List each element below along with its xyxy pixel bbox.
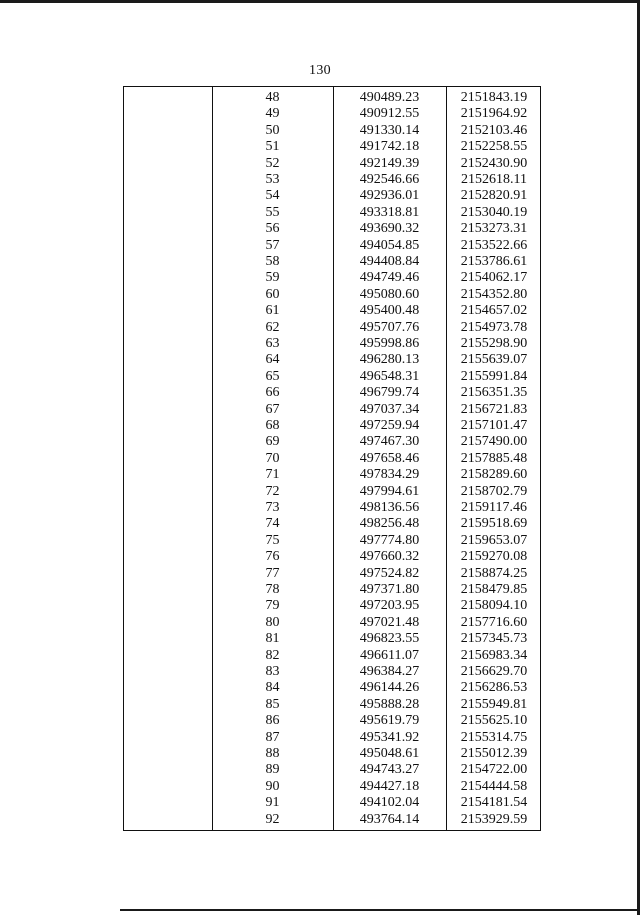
table-row xyxy=(124,188,540,204)
x-coordinate: 494749.46 xyxy=(359,270,420,286)
y-coordinate: 2156286.53 xyxy=(460,680,528,696)
point-number: 56 xyxy=(265,221,280,237)
y-coordinate: 2153929.59 xyxy=(460,811,528,827)
point-number: 77 xyxy=(265,565,280,581)
y-coordinate: 2155949.81 xyxy=(460,696,528,712)
table-row xyxy=(124,795,540,811)
table-row xyxy=(124,516,540,532)
y-coordinate: 2157885.48 xyxy=(460,450,528,466)
x-coordinate: 496799.74 xyxy=(359,385,420,401)
y-coordinate: 2159117.46 xyxy=(461,500,527,515)
x-coordinate: 498136.56 xyxy=(359,500,420,515)
x-coordinate: 491330.14 xyxy=(359,122,420,138)
y-coordinate: 2159653.07 xyxy=(460,532,528,548)
table-row xyxy=(124,451,540,467)
y-coordinate: 2154973.78 xyxy=(460,319,528,335)
table-row xyxy=(124,385,540,401)
x-coordinate: 492936.01 xyxy=(359,188,420,204)
x-coordinate: 495619.79 xyxy=(359,713,420,729)
point-number: 71 xyxy=(265,467,280,483)
table-row xyxy=(124,221,540,237)
table-row xyxy=(124,762,540,778)
y-coordinate: 2155298.90 xyxy=(460,336,528,351)
point-number: 61 xyxy=(265,303,280,319)
point-number: 63 xyxy=(265,336,280,351)
point-number: 49 xyxy=(265,106,280,122)
page-edge-top xyxy=(0,0,640,3)
x-coordinate: 497774.80 xyxy=(359,532,420,548)
point-number: 73 xyxy=(265,500,280,515)
y-coordinate: 2159518.69 xyxy=(460,516,528,532)
table-row xyxy=(124,615,540,631)
table-row xyxy=(124,172,540,188)
y-coordinate: 2158479.85 xyxy=(460,582,528,597)
coordinate-table xyxy=(123,86,541,831)
point-number: 57 xyxy=(265,237,280,253)
point-number: 91 xyxy=(265,795,280,811)
y-coordinate: 2158289.60 xyxy=(460,467,528,483)
point-number: 66 xyxy=(265,385,280,401)
table-row xyxy=(124,320,540,336)
y-coordinate: 2158094.10 xyxy=(460,598,528,614)
x-coordinate: 495080.60 xyxy=(359,286,420,302)
y-coordinate: 2156351.35 xyxy=(460,385,528,401)
point-number: 74 xyxy=(265,516,280,532)
point-number: 82 xyxy=(265,647,280,663)
y-coordinate: 2153786.61 xyxy=(460,254,528,269)
x-coordinate: 495341.92 xyxy=(359,729,420,745)
x-coordinate: 493690.32 xyxy=(359,221,420,237)
y-coordinate: 2153273.31 xyxy=(460,221,528,237)
point-number: 69 xyxy=(265,434,280,450)
page-edge-bottom xyxy=(120,909,640,911)
table-row xyxy=(124,434,540,450)
point-number: 59 xyxy=(265,270,280,286)
y-coordinate: 2157101.47 xyxy=(460,418,528,433)
point-number: 81 xyxy=(265,631,280,647)
table-row xyxy=(124,533,540,549)
x-coordinate: 496823.55 xyxy=(359,631,420,647)
x-coordinate: 497658.46 xyxy=(359,450,420,466)
point-number: 86 xyxy=(265,713,280,729)
table-row xyxy=(124,598,540,614)
table-row xyxy=(124,123,540,139)
y-coordinate: 2155991.84 xyxy=(460,368,528,384)
table-row xyxy=(124,352,540,368)
point-number: 90 xyxy=(265,778,280,794)
page-number: 130 xyxy=(309,63,331,78)
x-coordinate: 495998.86 xyxy=(359,336,420,351)
table-row xyxy=(124,106,540,122)
table-row xyxy=(124,90,540,106)
x-coordinate: 496144.26 xyxy=(359,680,420,696)
point-number: 92 xyxy=(265,811,280,827)
y-coordinate: 2153040.19 xyxy=(460,204,528,220)
point-number: 83 xyxy=(265,664,280,679)
point-number: 52 xyxy=(265,155,280,171)
point-number: 48 xyxy=(265,90,280,105)
table-row xyxy=(124,697,540,713)
x-coordinate: 496548.31 xyxy=(359,368,420,384)
x-coordinate: 494408.84 xyxy=(359,254,420,269)
table-row xyxy=(124,779,540,795)
point-number: 75 xyxy=(265,532,280,548)
y-coordinate: 2153522.66 xyxy=(460,237,528,253)
x-coordinate: 497660.32 xyxy=(359,549,420,565)
x-coordinate: 497259.94 xyxy=(359,418,420,433)
table-row xyxy=(124,812,540,828)
x-coordinate: 497037.34 xyxy=(359,401,420,417)
table-row xyxy=(124,402,540,418)
y-coordinate: 2152618.11 xyxy=(461,172,527,187)
point-number: 53 xyxy=(265,172,280,187)
y-coordinate: 2159270.08 xyxy=(460,549,528,565)
x-coordinate: 494102.04 xyxy=(359,795,420,811)
x-coordinate: 495400.48 xyxy=(359,303,420,319)
x-coordinate: 491742.18 xyxy=(359,139,420,155)
x-coordinate: 497467.30 xyxy=(359,434,420,450)
point-number: 85 xyxy=(265,696,280,712)
table-row xyxy=(124,270,540,286)
x-coordinate: 492546.66 xyxy=(359,172,420,187)
x-coordinate: 496280.13 xyxy=(359,352,420,368)
x-coordinate: 495048.61 xyxy=(359,746,420,761)
point-number: 55 xyxy=(265,204,280,220)
table-row xyxy=(124,139,540,155)
point-number: 88 xyxy=(265,746,280,761)
table-row xyxy=(124,418,540,434)
y-coordinate: 2157716.60 xyxy=(460,614,528,630)
x-coordinate: 493764.14 xyxy=(359,811,420,827)
table-row xyxy=(124,238,540,254)
y-coordinate: 2158874.25 xyxy=(460,565,528,581)
y-coordinate: 2152103.46 xyxy=(460,122,528,138)
y-coordinate: 2155639.07 xyxy=(460,352,528,368)
table-row xyxy=(124,648,540,664)
point-number: 64 xyxy=(265,352,280,368)
x-coordinate: 497371.80 xyxy=(359,582,420,597)
y-coordinate: 2154352.80 xyxy=(460,286,528,302)
point-number: 51 xyxy=(265,139,280,155)
point-number: 67 xyxy=(265,401,280,417)
x-coordinate: 497021.48 xyxy=(359,614,420,630)
y-coordinate: 2157345.73 xyxy=(460,631,528,647)
table-row xyxy=(124,156,540,172)
point-number: 84 xyxy=(265,680,280,696)
table-row xyxy=(124,336,540,352)
point-number: 54 xyxy=(265,188,280,204)
table-row xyxy=(124,303,540,319)
x-coordinate: 494743.27 xyxy=(359,762,420,778)
table-row xyxy=(124,631,540,647)
point-number: 72 xyxy=(265,483,280,499)
x-coordinate: 497994.61 xyxy=(359,483,420,499)
point-number: 60 xyxy=(265,286,280,302)
point-number: 65 xyxy=(265,368,280,384)
table-row xyxy=(124,287,540,303)
x-coordinate: 497834.29 xyxy=(359,467,420,483)
x-coordinate: 492149.39 xyxy=(359,155,420,171)
point-number: 79 xyxy=(265,598,280,614)
y-coordinate: 2154062.17 xyxy=(460,270,528,286)
table-row xyxy=(124,549,540,565)
point-number: 76 xyxy=(265,549,280,565)
table-row xyxy=(124,369,540,385)
point-number: 68 xyxy=(265,418,280,433)
x-coordinate: 494427.18 xyxy=(359,778,420,794)
table-row xyxy=(124,566,540,582)
table-row xyxy=(124,500,540,516)
x-coordinate: 493318.81 xyxy=(359,204,420,220)
y-coordinate: 2157490.00 xyxy=(460,434,528,450)
y-coordinate: 2152820.91 xyxy=(460,188,528,204)
point-number: 50 xyxy=(265,122,280,138)
table-row xyxy=(124,484,540,500)
y-coordinate: 2151843.19 xyxy=(460,90,528,105)
table-row xyxy=(124,467,540,483)
y-coordinate: 2154181.54 xyxy=(460,795,528,811)
y-coordinate: 2158702.79 xyxy=(460,483,528,499)
point-number: 70 xyxy=(265,450,280,466)
table-row xyxy=(124,205,540,221)
y-coordinate: 2152258.55 xyxy=(460,139,528,155)
x-coordinate: 496611.07 xyxy=(360,647,419,663)
y-coordinate: 2154657.02 xyxy=(460,303,528,319)
x-coordinate: 497203.95 xyxy=(359,598,420,614)
x-coordinate: 494054.85 xyxy=(359,237,420,253)
y-coordinate: 2155314.75 xyxy=(460,729,528,745)
table-row xyxy=(124,582,540,598)
x-coordinate: 498256.48 xyxy=(359,516,420,532)
x-coordinate: 495888.28 xyxy=(359,696,420,712)
table-row xyxy=(124,680,540,696)
y-coordinate: 2154722.00 xyxy=(460,762,528,778)
x-coordinate: 497524.82 xyxy=(359,565,420,581)
x-coordinate: 490489.23 xyxy=(359,90,420,105)
x-coordinate: 496384.27 xyxy=(359,664,420,679)
point-number: 80 xyxy=(265,614,280,630)
table-row xyxy=(124,730,540,746)
point-number: 89 xyxy=(265,762,280,778)
x-coordinate: 495707.76 xyxy=(359,319,420,335)
table-row xyxy=(124,713,540,729)
y-coordinate: 2154444.58 xyxy=(460,778,528,794)
point-number: 58 xyxy=(265,254,280,269)
point-number: 78 xyxy=(265,582,280,597)
table-row xyxy=(124,254,540,270)
table-row xyxy=(124,664,540,680)
y-coordinate: 2156983.34 xyxy=(460,647,528,663)
y-coordinate: 2151964.92 xyxy=(460,106,528,122)
table-row xyxy=(124,746,540,762)
y-coordinate: 2156721.83 xyxy=(460,401,528,417)
y-coordinate: 2152430.90 xyxy=(460,155,528,171)
point-number: 87 xyxy=(265,729,280,745)
point-number: 62 xyxy=(265,319,280,335)
x-coordinate: 490912.55 xyxy=(359,106,420,122)
y-coordinate: 2155012.39 xyxy=(460,746,528,761)
y-coordinate: 2156629.70 xyxy=(460,664,528,679)
y-coordinate: 2155625.10 xyxy=(460,713,528,729)
